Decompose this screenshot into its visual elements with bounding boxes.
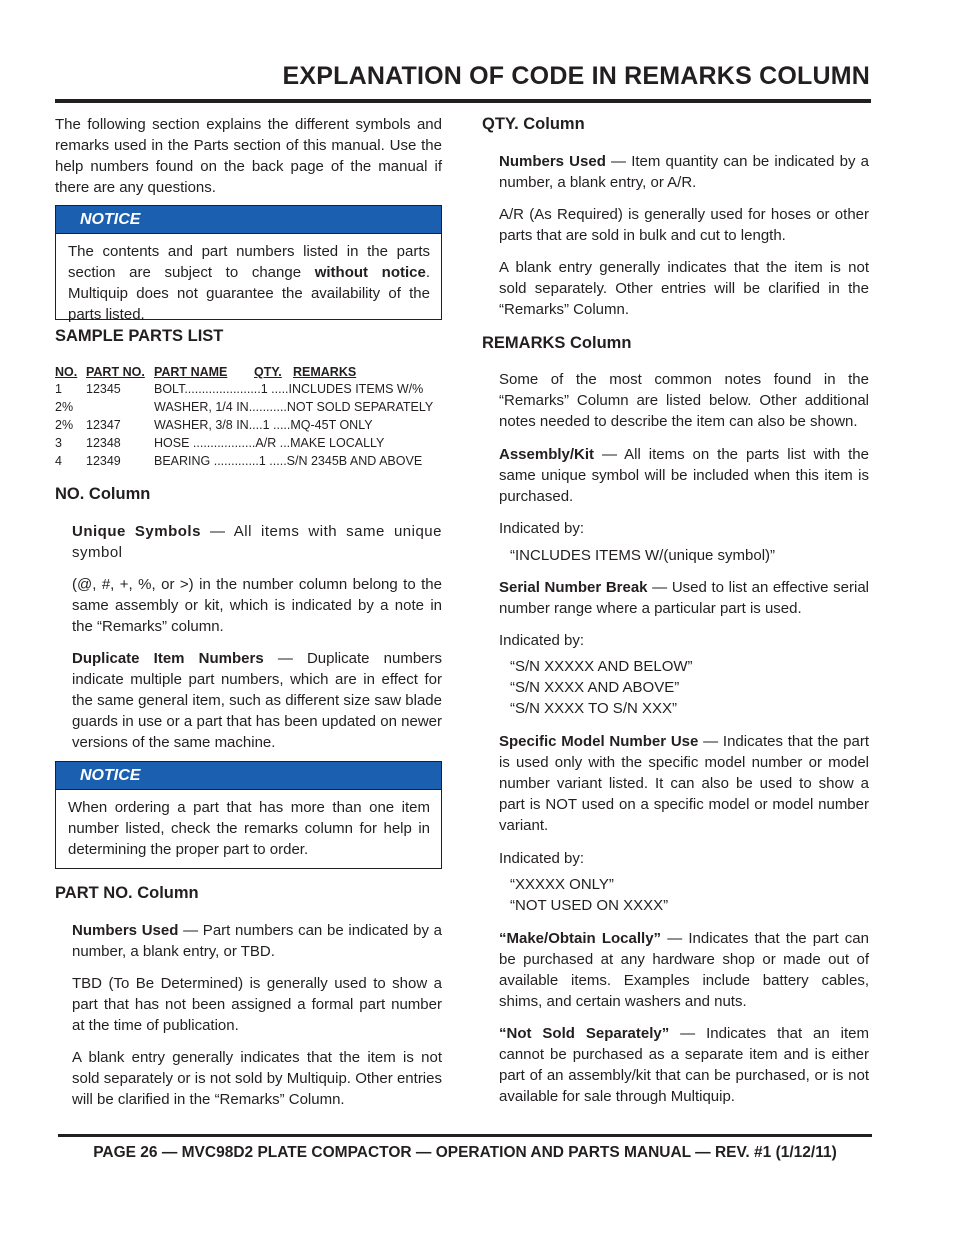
indicated-by-label: Indicated by: <box>499 850 585 867</box>
qty-column-heading: QTY. Column <box>482 115 585 133</box>
intro-paragraph: The following section explains the different symbols and remarks used in the Parts section of this manual. Use the help numbers found on the back page of the manual if there are any questions. <box>55 116 442 196</box>
col-remarks: REMARKS <box>293 365 357 379</box>
notice-label: NOTICE <box>56 762 441 790</box>
not-sold-separately-text: “Not Sold Separately” — Indicates that an item cannot be purchased as a separate item and is either part of an assembly/kit that can be purchased, or is not available for sale through Multiquip. <box>499 1025 870 1105</box>
blank-entry-text: A blank entry generally indicates that the item is not sold separately or is not sold by Multiquip. Other entries will be clarified in the “Remarks” Column. <box>72 1049 442 1108</box>
table-row <box>55 418 433 436</box>
cell-no: 1 <box>55 382 62 396</box>
sample-parts-table <box>55 362 433 472</box>
col-qty: QTY. <box>254 365 282 379</box>
model-example-2: “NOT USED ON XXXX” <box>510 897 669 914</box>
cell-no: 2% <box>55 418 74 432</box>
notice-text: The contents and part numbers listed in the parts section are subject to change without notice. Multiquip does not guarantee the availability of the parts listed. <box>68 243 431 323</box>
page-title: EXPLANATION OF CODE IN REMARKS COLUMN <box>282 62 870 90</box>
cell-description: WASHER, 3/8 IN....1 .....MQ-45T ONLY <box>154 418 373 432</box>
cell-description: BEARING .............1 .....S/N 2345B AND ABOVE <box>154 454 423 468</box>
cell-part-no <box>86 400 154 418</box>
assembly-example: “INCLUDES ITEMS W/(unique symbol)” <box>510 547 776 564</box>
remarks-intro-text: Some of the most common notes found in the “Remarks” Column are listed below. Other additional notes needed to describe the item can also be shown. <box>499 371 869 430</box>
notice-label: NOTICE <box>56 206 441 234</box>
indicated-by-label: Indicated by: <box>499 632 585 649</box>
notice-box-2 <box>55 761 442 869</box>
qty-numbers-used-text: Numbers Used — Item quantity can be indicated by a number, a blank entry, or A/R. <box>499 153 869 191</box>
table-row <box>55 436 433 454</box>
part-no-column-heading: PART NO. Column <box>55 884 199 902</box>
no-column-heading: NO. Column <box>55 485 151 503</box>
duplicate-numbers-text: Duplicate Item Numbers — Duplicate numbers indicate multiple part numbers, which are in effect for the same general item, such as different size saw blade guards in use or a part that has been updated on newer versions of the same machine. <box>72 650 442 751</box>
cell-part-no: 12347 <box>86 418 121 432</box>
col-no: NO. <box>55 365 78 379</box>
part-numbers-used-text: Numbers Used — Part numbers can be indicated by a number, a blank entry, or TBD. <box>72 922 442 960</box>
table-row <box>55 400 433 418</box>
table-header-row <box>55 362 433 382</box>
indicated-by-label: Indicated by: <box>499 520 585 537</box>
table-row <box>55 454 433 472</box>
unique-symbols-text: Unique Symbols — All items with same unique symbol <box>72 523 442 561</box>
serial-number-break-text: Serial Number Break — Used to list an effective serial number range where a particular part is used. <box>499 579 870 617</box>
cell-part-no: 12345 <box>86 382 121 396</box>
cell-description: WASHER, 1/4 IN...........NOT SOLD SEPARATELY <box>154 400 434 414</box>
cell-no: 4 <box>55 454 62 468</box>
cell-part-no: 12349 <box>86 454 121 468</box>
cell-description: BOLT......................1 .....INCLUDES ITEMS W/% <box>154 382 424 396</box>
table-row <box>55 382 433 400</box>
sample-parts-heading: SAMPLE PARTS LIST <box>55 327 224 345</box>
col-part-no: PART NO. <box>86 365 145 379</box>
notice-box-1 <box>55 205 442 323</box>
cell-description: HOSE ..................A/R ...MAKE LOCALLY <box>154 436 385 450</box>
serial-example-2: “S/N XXXX AND ABOVE” <box>510 679 680 696</box>
cell-no: 3 <box>55 436 62 450</box>
footer-rule <box>58 1134 872 1137</box>
title-rule <box>55 99 871 103</box>
remarks-column-heading: REMARKS Column <box>482 334 632 352</box>
cell-part-no: 12348 <box>86 436 121 450</box>
assembly-kit-text: Assembly/Kit — All items on the parts list with the same unique symbol will be included when this item is purchased. <box>499 446 869 505</box>
page-footer: PAGE 26 — MVC98D2 PLATE COMPACTOR — OPERATION AND PARTS MANUAL — REV. #1 (1/12/11) <box>93 1144 837 1161</box>
as-required-text: A/R (As Required) is generally used for hoses or other parts that are sold in bulk and cut to length. <box>499 206 869 244</box>
symbols-text: (@, #, +, %, or >) in the number column belong to the same assembly or kit, which is indicated by a note in the “Remarks” column. <box>72 576 442 635</box>
specific-model-text: Specific Model Number Use — Indicates that the part is used only with the specific model number or model number variant listed. It can also be used to show a part is NOT used on a specific model or model number variant. <box>499 733 869 834</box>
col-part-name: PART NAME <box>154 365 228 379</box>
serial-example-3: “S/N XXXX TO S/N XXX” <box>510 700 677 717</box>
make-locally-text: “Make/Obtain Locally” — Indicates that the part can be purchased at any hardware shop or made out of available items. Examples include battery cables, shims, and certain washers and nuts. <box>499 930 869 1010</box>
tbd-text: TBD (To Be Determined) is generally used to show a part that has not been assigned a formal part number at the time of publication. <box>72 975 442 1034</box>
qty-blank-entry-text: A blank entry generally indicates that the item is not sold separately. Other entries will be clarified in the “Remarks” Column. <box>499 259 869 318</box>
model-example-1: “XXXXX ONLY” <box>510 876 614 893</box>
notice-text: When ordering a part that has more than one item number listed, check the remarks column for help in determining the proper part to order. <box>68 799 430 858</box>
serial-example-1: “S/N XXXXX AND BELOW” <box>510 658 693 675</box>
cell-no: 2% <box>55 400 74 414</box>
